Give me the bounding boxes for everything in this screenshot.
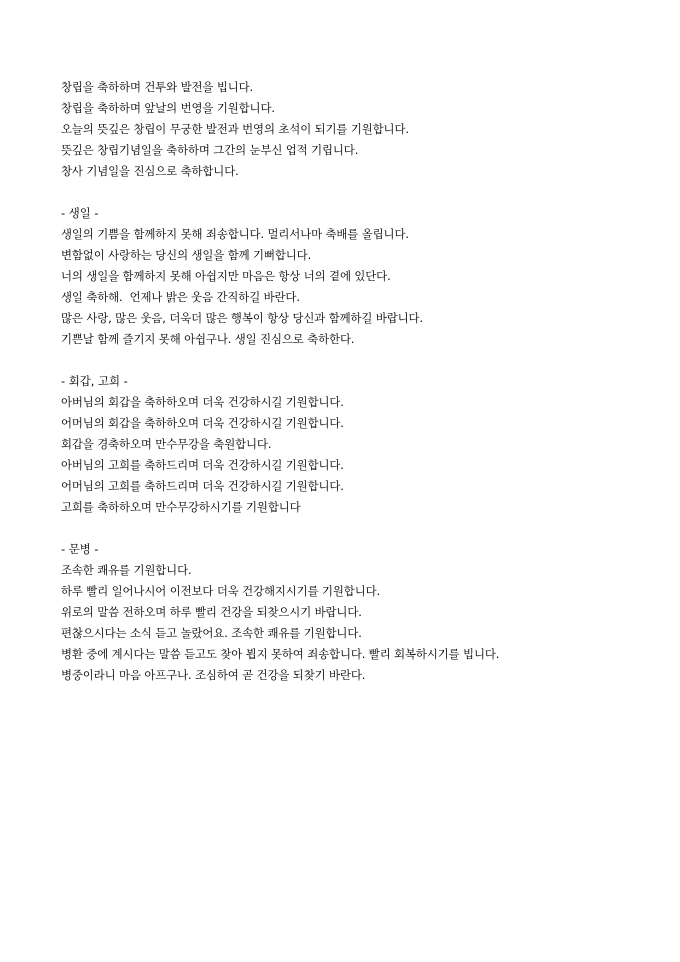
text-line: 고희를 축하하오며 만수무강하시기를 기원합니다 <box>61 500 301 514</box>
text-line: 어머님의 회갑을 축하하오며 더욱 건강하시길 기원합니다. <box>61 416 344 430</box>
text-line: 병중이라니 마음 아프구나. 조심하여 곧 건강을 되찾기 바란다. <box>61 668 366 682</box>
text-line: 창사 기념일을 진심으로 축하합니다. <box>61 164 239 178</box>
text-line: 편찮으시다는 소식 듣고 놀랐어요. 조속한 쾌유를 기원합니다. <box>61 626 362 640</box>
section-hwangap-gohui <box>61 371 661 518</box>
text-line: 많은 사랑, 많은 웃음, 더욱더 많은 행복이 항상 당신과 함께하길 바랍니다. <box>61 311 423 325</box>
text-line: 병환 중에 계시다는 말씀 듣고도 찾아 뵙지 못하여 죄송합니다. 빨리 회복하시기를 빕니다. <box>61 647 500 661</box>
text-line: 조속한 쾌유를 기원합니다. <box>61 563 192 577</box>
text-line: 어머님의 고희를 축하드리며 더욱 건강하시길 기원합니다. <box>61 479 344 493</box>
section-founding <box>61 77 661 182</box>
text-line: 기쁜날 함께 즐기지 못해 아쉽구나. 생일 진심으로 축하한다. <box>61 332 355 346</box>
section-birthday <box>61 203 661 350</box>
text-line: 생일의 기쁨을 함께하지 못해 죄송합니다. 멀리서나마 축배를 올립니다. <box>61 227 409 241</box>
section-heading: - 문병 - <box>61 542 99 556</box>
section-get-well <box>61 539 661 686</box>
text-line: 회갑을 경축하오며 만수무강을 축원합니다. <box>61 437 272 451</box>
text-line: 변함없이 사랑하는 당신의 생일을 함께 기뻐합니다. <box>61 248 312 262</box>
text-line: 창립을 축하하며 앞날의 번영을 기원합니다. <box>61 101 275 115</box>
document-body <box>61 77 661 707</box>
section-heading: - 생일 - <box>61 206 99 220</box>
text-line: 아버님의 회갑을 축하하오며 더욱 건강하시길 기원합니다. <box>61 395 344 409</box>
text-line: 하루 빨리 일어나시어 이전보다 더욱 건강해지시기를 기원합니다. <box>61 584 381 598</box>
section-heading: - 회갑, 고희 - <box>61 374 128 388</box>
text-line: 위로의 말씀 전하오며 하루 빨리 건강을 되찾으시기 바랍니다. <box>61 605 362 619</box>
text-line: 오늘의 뜻깊은 창립이 무궁한 발전과 번영의 초석이 되기를 기원합니다. <box>61 122 409 136</box>
text-line: 뜻깊은 창립기념일을 축하하며 그간의 눈부신 업적 기립니다. <box>61 143 359 157</box>
text-line: 생일 축하해. 언제나 밝은 웃음 간직하길 바란다. <box>61 290 300 304</box>
text-line: 너의 생일을 함께하지 못해 아쉽지만 마음은 항상 너의 곁에 있단다. <box>61 269 391 283</box>
text-line: 창립을 축하하며 건투와 발전을 빕니다. <box>61 80 254 94</box>
text-line: 아버님의 고희를 축하드리며 더욱 건강하시길 기원합니다. <box>61 458 344 472</box>
